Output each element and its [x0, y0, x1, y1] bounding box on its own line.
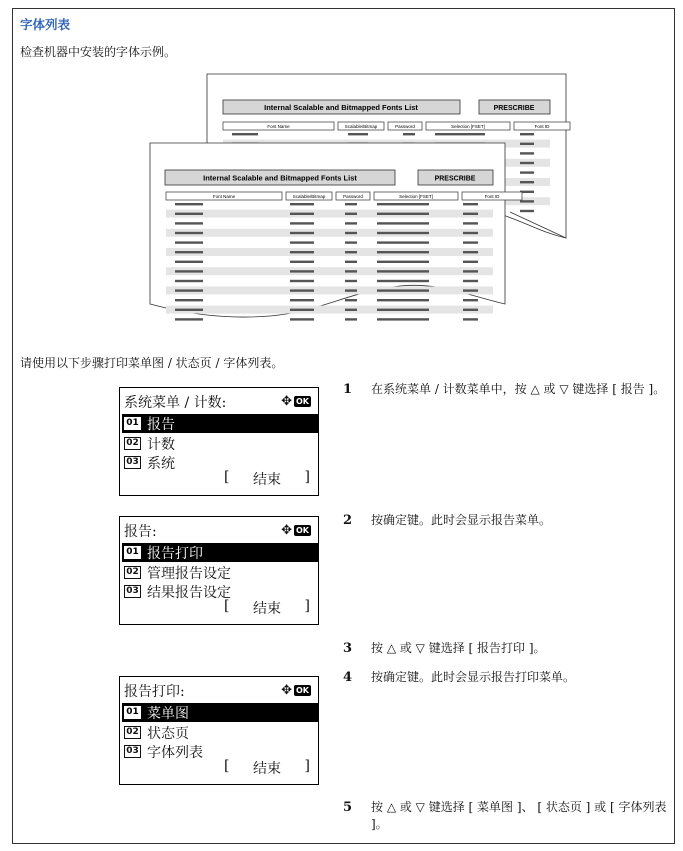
nav-arrows-icon: ✥: [281, 394, 292, 409]
menu-item-status-page[interactable]: [122, 723, 189, 742]
placeholder-cell: [520, 200, 534, 202]
bracket-close: ]: [304, 598, 310, 614]
placeholder-cell: [175, 213, 203, 215]
item-label: 管理报告设定: [147, 565, 231, 582]
item-number: 02: [124, 726, 141, 739]
placeholder-cell: [463, 251, 478, 253]
placeholder-cell: [345, 213, 357, 215]
instruction-text: 请使用以下步骤打印菜单图 / 状态页 / 字体列表。: [20, 356, 284, 370]
placeholder-cell: [345, 289, 357, 291]
placeholder-cell: [377, 203, 429, 205]
menu-item-result-report-settings[interactable]: [122, 582, 231, 601]
placeholder-cell: [520, 143, 534, 145]
item-label: 字体列表: [147, 744, 203, 761]
placeholder-cell: [175, 318, 203, 320]
placeholder-cell: [345, 251, 357, 253]
item-label: 系统: [147, 455, 175, 472]
column-header: Scalable/Bitmap: [344, 124, 378, 129]
placeholder-cell: [463, 203, 478, 205]
intro-text: 检查机器中安装的字体示例。: [20, 45, 177, 59]
step-number: 4: [343, 670, 353, 685]
lcd-panel-report-print: [119, 676, 319, 785]
lcd-panel-system-menu: [119, 387, 319, 496]
step-3: [343, 640, 671, 657]
end-label: 结束: [253, 472, 281, 488]
item-number: 01: [124, 417, 141, 430]
step-text: 按 △ 或 ▽ 键选择 [ 报告打印 ]。: [371, 641, 546, 655]
placeholder-cell: [290, 289, 314, 291]
item-label: 菜单图: [147, 705, 189, 722]
item-label: 结果报告设定: [147, 584, 231, 601]
item-number: 02: [124, 566, 141, 579]
back-sheet-brand: PRESCRIBE: [493, 105, 535, 112]
placeholder-cell: [175, 280, 203, 282]
placeholder-cell: [463, 280, 478, 282]
placeholder-cell: [175, 309, 203, 311]
menu-item-counter[interactable]: [122, 434, 175, 453]
placeholder-cell: [377, 318, 429, 320]
step-number: 5: [343, 800, 353, 815]
row-stripe: [166, 229, 493, 237]
placeholder-cell: [232, 133, 258, 135]
item-number: 01: [124, 706, 141, 719]
column-header: Font ID: [484, 194, 500, 199]
placeholder-cell: [175, 270, 203, 272]
placeholder-cell: [463, 213, 478, 215]
placeholder-cell: [175, 251, 203, 253]
placeholder-cell: [345, 203, 357, 205]
step-number: 1: [343, 382, 353, 397]
item-label: 报告打印: [147, 545, 203, 562]
item-number: 03: [124, 745, 141, 758]
placeholder-cell: [520, 181, 534, 183]
item-number: 02: [124, 437, 141, 450]
placeholder-cell: [175, 232, 203, 234]
placeholder-cell: [290, 251, 314, 253]
placeholder-cell: [175, 299, 203, 301]
placeholder-cell: [345, 299, 357, 301]
placeholder-cell: [520, 171, 534, 173]
placeholder-cell: [175, 289, 203, 291]
placeholder-cell: [345, 261, 357, 263]
font-list-illustration: [0, 0, 683, 340]
placeholder-cell: [377, 309, 429, 311]
column-header: Font Name: [212, 194, 236, 199]
placeholder-cell: [463, 309, 478, 311]
placeholder-cell: [377, 232, 429, 234]
step-number: 2: [343, 513, 353, 528]
placeholder-cell: [377, 270, 429, 272]
column-header: Font Name: [267, 124, 290, 129]
column-header: Selection [FSET]: [451, 124, 485, 129]
step-text: 按 △ 或 ▽ 键选择 [ 菜单图 ]、 [ 状态页 ] 或 [ 字体列表 ]。: [371, 800, 667, 831]
bracket-open: [: [224, 469, 230, 485]
row-stripe: [166, 210, 493, 218]
nav-arrows-icon: ✥: [281, 523, 292, 538]
placeholder-cell: [435, 133, 485, 135]
placeholder-cell: [520, 210, 534, 212]
placeholder-cell: [345, 222, 357, 224]
placeholder-cell: [175, 203, 203, 205]
ok-icon: OK: [296, 526, 309, 535]
placeholder-cell: [403, 133, 415, 135]
column-header: Password: [395, 124, 415, 129]
ok-icon: OK: [296, 686, 309, 695]
column-header: Scalable/Bitmap: [292, 194, 326, 199]
placeholder-cell: [290, 203, 314, 205]
menu-item-report[interactable]: [122, 414, 318, 433]
placeholder-cell: [463, 289, 478, 291]
placeholder-cell: [290, 232, 314, 234]
placeholder-cell: [463, 261, 478, 263]
item-label: 状态页: [147, 725, 189, 742]
end-softkey[interactable]: [224, 758, 310, 778]
placeholder-cell: [290, 299, 314, 301]
placeholder-cell: [175, 222, 203, 224]
nav-ok-indicator: [281, 524, 311, 537]
nav-arrows-icon: ✥: [281, 683, 292, 698]
item-label: 报告: [147, 416, 175, 433]
placeholder-cell: [348, 133, 368, 135]
step-2: [343, 512, 671, 529]
step-4: [343, 669, 671, 686]
placeholder-cell: [520, 133, 534, 135]
placeholder-cell: [377, 261, 429, 263]
bracket-open: [: [224, 598, 230, 614]
placeholder-cell: [175, 241, 203, 243]
placeholder-cell: [463, 241, 478, 243]
placeholder-cell: [290, 280, 314, 282]
step-1: [343, 381, 671, 398]
front-sheet: [150, 143, 522, 321]
item-number: 03: [124, 585, 141, 598]
panel-title: 系统菜单 / 计数:: [124, 395, 227, 411]
item-label: 计数: [147, 436, 175, 453]
step-5: [343, 799, 671, 833]
placeholder-cell: [463, 270, 478, 272]
row-stripe: [166, 248, 493, 256]
bracket-close: ]: [304, 758, 310, 774]
item-number: 01: [124, 546, 141, 559]
placeholder-cell: [290, 222, 314, 224]
placeholder-cell: [345, 232, 357, 234]
placeholder-cell: [345, 309, 357, 311]
placeholder-cell: [345, 270, 357, 272]
placeholder-cell: [290, 241, 314, 243]
back-sheet-title: Internal Scalable and Bitmapped Fonts List: [264, 103, 418, 112]
column-header: Password: [343, 194, 363, 199]
ok-icon: OK: [296, 397, 309, 406]
placeholder-cell: [345, 241, 357, 243]
placeholder-cell: [290, 270, 314, 272]
step-number: 3: [343, 641, 353, 656]
step-text: 按确定键。此时会显示报告打印菜单。: [371, 670, 576, 684]
placeholder-cell: [377, 241, 429, 243]
placeholder-cell: [463, 318, 478, 320]
row-stripe: [166, 306, 493, 314]
placeholder-cell: [520, 152, 534, 154]
bracket-close: ]: [304, 469, 310, 485]
placeholder-cell: [345, 280, 357, 282]
menu-item-font-list[interactable]: [122, 742, 203, 761]
end-label: 结束: [253, 761, 281, 777]
placeholder-cell: [377, 280, 429, 282]
item-number: 03: [124, 456, 141, 469]
row-stripe: [166, 267, 493, 275]
column-header: Font ID: [534, 124, 550, 129]
placeholder-cell: [377, 222, 429, 224]
end-softkey[interactable]: [224, 598, 310, 618]
panel-title: 报告打印:: [124, 684, 185, 700]
nav-ok-indicator: [281, 684, 311, 697]
placeholder-cell: [290, 213, 314, 215]
end-label: 结束: [253, 601, 281, 617]
row-stripe: [166, 286, 493, 294]
panel-title: 报告:: [124, 524, 157, 540]
end-softkey[interactable]: [224, 469, 310, 489]
nav-ok-indicator: [281, 395, 311, 408]
placeholder-cell: [377, 251, 429, 253]
column-header: Selection [FSET]: [399, 194, 433, 199]
placeholder-cell: [290, 309, 314, 311]
placeholder-cell: [463, 299, 478, 301]
front-sheet-brand: PRESCRIBE: [434, 175, 476, 183]
placeholder-cell: [520, 162, 534, 164]
step-text: 在系统菜单 / 计数菜单中，按 △ 或 ▽ 键选择 [ 报告 ]。: [371, 382, 666, 396]
step-text: 按确定键。此时会显示报告菜单。: [371, 513, 552, 527]
placeholder-cell: [345, 318, 357, 320]
menu-item-admin-report-settings[interactable]: [122, 563, 231, 582]
placeholder-cell: [290, 261, 314, 263]
placeholder-cell: [377, 299, 429, 301]
placeholder-cell: [377, 213, 429, 215]
placeholder-cell: [463, 222, 478, 224]
placeholder-cell: [175, 261, 203, 263]
placeholder-cell: [377, 289, 429, 291]
menu-item-menu-map[interactable]: [122, 703, 318, 722]
section-title: 字体列表: [20, 17, 71, 32]
lcd-panel-report: [119, 516, 319, 625]
bracket-open: [: [224, 758, 230, 774]
front-sheet-title: Internal Scalable and Bitmapped Fonts List: [203, 173, 357, 183]
placeholder-cell: [463, 232, 478, 234]
placeholder-cell: [290, 318, 314, 320]
menu-item-system[interactable]: [122, 453, 175, 472]
menu-item-report-print[interactable]: [122, 543, 318, 562]
